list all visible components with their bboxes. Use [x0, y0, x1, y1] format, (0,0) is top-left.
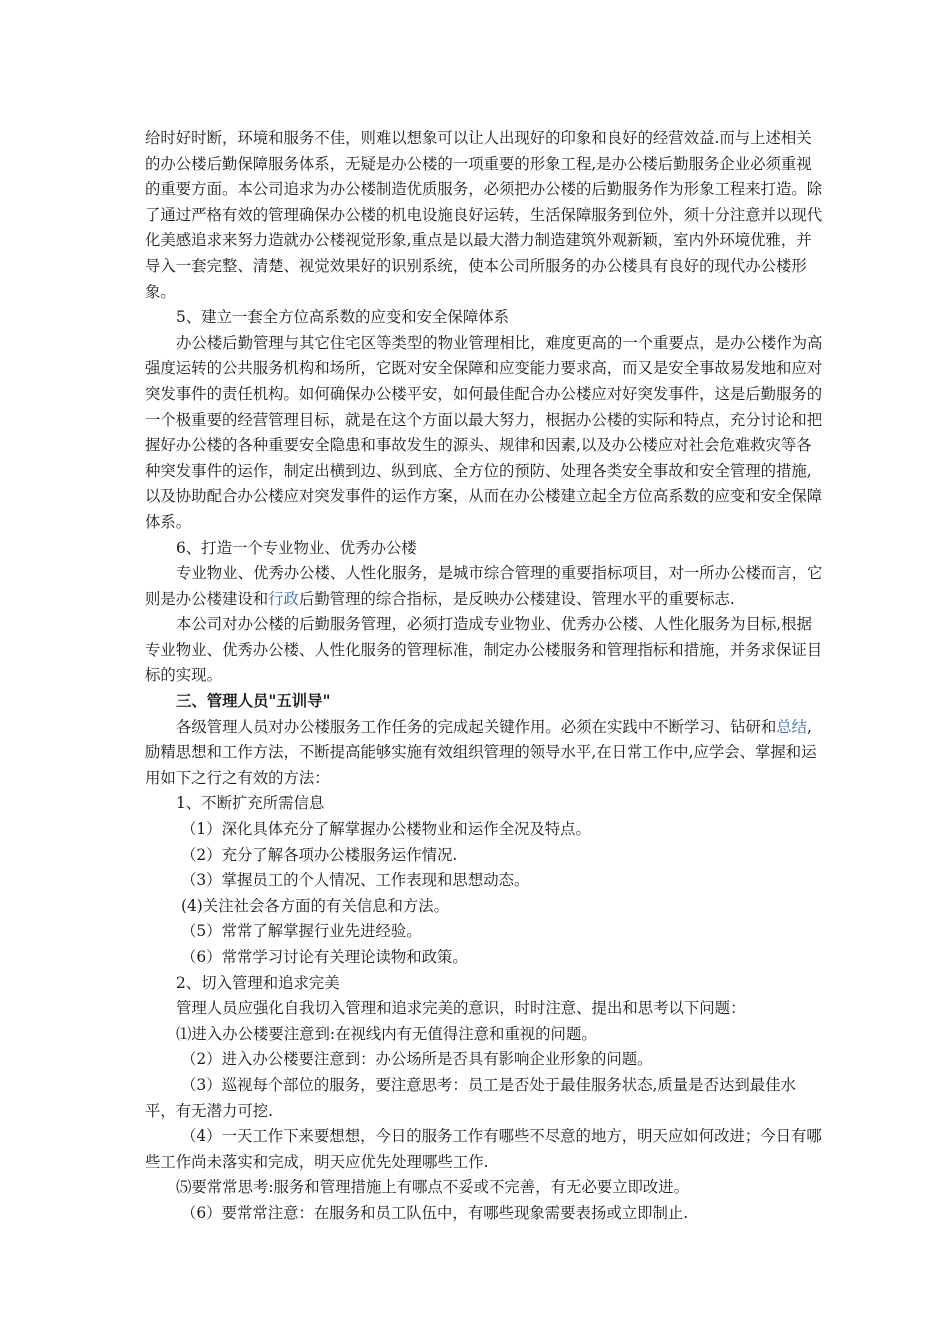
paragraph: [145, 971, 825, 997]
paragraph: [145, 126, 825, 305]
paragraph: [145, 945, 825, 971]
paragraph-text: 专业物业、优秀办公楼、人性化服务，是城市综合管理的重要指标项目，对一所办公楼而言，它则是办公楼建设和: [145, 564, 823, 608]
paragraph: [145, 791, 825, 817]
paragraph: [145, 689, 825, 715]
document-body: [145, 126, 825, 1227]
paragraph-text: 办公楼后勤管理与其它住宅区等类型的物业管理相比，难度更高的一个重要点，是办公楼作为高强度运转的公共服务机构和场所，它既对安全保障和应变能力要求高，而又是安全事故易发地和应对突发事件的责任机构。如何确保办公楼平安，如何最佳配合办公楼应对好突发事件，这是后勤服务的一个极重要的经营管理目标，就是在这个方面以最大努力，根据办公楼的实际和特点，充分讨论和把握好办公楼的各种重要安全隐患和事故发生的源头、规律和因素,以及办公楼应对社会危难救灾等各种突发事件的运作，制定出横到边、纵到底、全方位的预防、处理各类安全事故和安全管理的措施,以及协助配合办公楼应对突发事件的运作方案，从而在办公楼建立起全方位高系数的应变和安全保障体系。: [145, 333, 823, 531]
paragraph-text: ⑸要常常思考:服务和管理措施上有哪点不妥或不完善，有无必要立即改进。: [176, 1178, 690, 1197]
paragraph-text: （3）掌握员工的个人情况、工作表现和思想动态。: [181, 871, 530, 890]
paragraph-text: 管理人员应强化自我切入管理和追求完美的意识，时时注意、提出和思考以下问题：: [176, 999, 746, 1018]
inline-link[interactable]: 行政: [268, 589, 299, 608]
paragraph: [145, 1201, 825, 1227]
paragraph: [145, 996, 825, 1022]
paragraph-text: ⑴进入办公楼要注意到:在视线内有无值得注意和重视的问题。: [176, 1024, 597, 1043]
paragraph: [145, 1047, 825, 1073]
paragraph-text: （2）进入办公楼要注意到：办公场所是否具有影响企业形象的问题。: [181, 1050, 653, 1069]
paragraph: [145, 331, 825, 536]
paragraph-text: 6、打造一个专业物业、优秀办公楼: [176, 538, 417, 557]
paragraph-text: 各级管理人员对办公楼服务工作任务的完成起关键作用。必须在实践中不断学习、钻研和: [176, 717, 777, 736]
inline-link[interactable]: 总结: [776, 717, 808, 736]
paragraph: [145, 817, 825, 843]
paragraph-text: 2、切入管理和追求完美: [176, 973, 340, 992]
paragraph-text: (4)关注社会各方面的有关信息和方法。: [181, 896, 450, 915]
paragraph: [145, 1073, 825, 1124]
paragraph: [145, 868, 825, 894]
paragraph-text: （3）巡视每个部位的服务，要注意思考：员工是否处于最佳服务状态,质量是否达到最佳水平，有无潜力可挖.: [145, 1075, 796, 1120]
paragraph: [145, 1022, 825, 1048]
paragraph-text: 后勤管理的综合指标，是反映办公楼建设、管理水平的重要标志.: [298, 589, 735, 608]
paragraph-text: （2）充分了解各项办公楼服务运作情况.: [181, 845, 458, 864]
paragraph-text: （6）要常常注意：在服务和员工队伍中，有哪些现象需要表扬或立即制止.: [181, 1203, 689, 1222]
paragraph: [145, 1124, 825, 1175]
paragraph-text: 1、不断扩充所需信息: [176, 794, 325, 813]
paragraph-text: 给时好时断，环境和服务不佳，则难以想象可以让人出现好的印象和良好的经营效益.而与上述相关的办公楼后勤保障服务体系，无疑是办公楼的一项重要的形象工程,是办公楼后勤服务企业必须重视的重要方面。本公司追求为办公楼制造优质服务，必须把办公楼的后勤服务作为形象工程来打造。除了通过严格有效的管理确保办公楼的机电设施良好运转，生活保障服务到位外，须十分注意并以现代化美感追求来努力造就办公楼视觉形象,重点是以最大潜力制造建筑外观新颖，室内外环境优雅，并导入一套完整、清楚、视觉效果好的识别系统，使本公司所服务的办公楼具有良好的现代办公楼形象。: [145, 129, 823, 301]
paragraph-text: 5、建立一套全方位高系数的应变和安全保障体系: [176, 308, 509, 327]
paragraph: [145, 843, 825, 869]
paragraph-text: （1）深化具体充分了解掌握办公楼物业和运作全况及特点。: [181, 820, 591, 839]
paragraph-text: 三、管理人员"五训导": [176, 692, 331, 711]
paragraph: [145, 561, 825, 612]
paragraph-text: （4）一天工作下来要想想，今日的服务工作有哪些不尽意的地方，明天应如何改进；今日有哪些工作尚未落实和完成，明天应优先处理哪些工作.: [145, 1127, 822, 1171]
paragraph: [145, 1175, 825, 1201]
paragraph: [145, 919, 825, 945]
paragraph-text: （6）常常学习讨论有关理论读物和政策。: [181, 948, 468, 966]
paragraph-text: ,励精思想和工作方法，不断提高能够实施有效组织管理的领导水平,在日常工作中,应学会、掌握和运用如下之行之有效的方法：: [145, 717, 817, 787]
paragraph-text: 本公司对办公楼的后勤服务管理，必须打造成专业物业、优秀办公楼、人性化服务为目标,根据专业物业、优秀办公楼、人性化服务的管理标准，制定办公楼服务和管理指标和措施，并务求保证目标的实现。: [145, 615, 823, 685]
paragraph: [145, 305, 825, 331]
paragraph: [145, 894, 825, 920]
paragraph: [145, 536, 825, 562]
paragraph: [145, 715, 825, 792]
paragraph: [145, 612, 825, 689]
paragraph-text: （5）常常了解掌握行业先进经验。: [181, 922, 422, 941]
